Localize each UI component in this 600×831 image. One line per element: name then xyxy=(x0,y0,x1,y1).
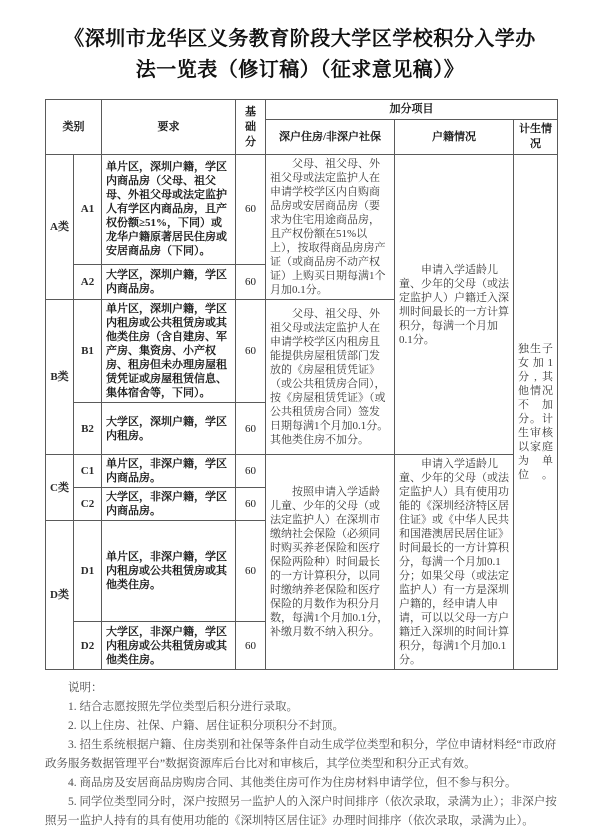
note-item-1: 1. 结合志愿按照先学位类型后积分进行录取。 xyxy=(68,701,298,713)
notes-section xyxy=(45,679,560,831)
col-header-requirement: 要求 xyxy=(102,100,236,155)
requirement-cell-a2: 大学区，深圳户籍，学区内商品房。 xyxy=(102,264,236,299)
category-cell-c: C类 xyxy=(46,455,74,521)
page-title xyxy=(28,24,572,86)
col-header-bonus: 加分项目 xyxy=(266,100,558,120)
category-cell-b: B类 xyxy=(46,300,74,455)
base-score-d1: 60 xyxy=(236,521,266,622)
bonus-hukou-ab: 申请入学适龄儿童、少年的父母（或法定监护人）户籍迁入深圳时间最长的一方计算积分，每满一个月加0.1分。 xyxy=(395,155,514,455)
row-code-d2: D2 xyxy=(74,622,102,670)
requirement-cell-d1: 单片区，非深户籍，学区内租房或公共租赁房或其他类住房。 xyxy=(102,521,236,622)
page-title-line1: 《深圳市龙华区义务教育阶段大学区学校积分入学办 xyxy=(64,28,536,50)
col-header-bonus-family-planning: 计生情况 xyxy=(514,120,558,155)
category-cell-d: D类 xyxy=(46,521,74,670)
bonus-housing-a: 父母、祖父母、外祖父母或法定监护人在申请学校学区内自购商品房或安居商品房（要求为住宅用途商品房，且产权份额在51%以上），按取得商品房房产证（或商品房不动产权证）上购买日期每满1个月加0.1分。 xyxy=(266,155,395,300)
base-score-a1: 60 xyxy=(236,155,266,265)
table-row-a1 xyxy=(46,155,558,265)
base-score-a2: 60 xyxy=(236,264,266,299)
base-score-b1: 60 xyxy=(236,300,266,403)
page-title-line2: 法一览表（修订稿）（征求意见稿）》 xyxy=(135,59,465,81)
col-header-base-score: 基础分 xyxy=(236,100,266,155)
note-item-4: 4. 商品房及安居商品房购房合同、其他类住房可作为住房材料申请学位，但不参与积分。 xyxy=(68,777,517,789)
category-cell-a: A类 xyxy=(46,155,74,300)
base-score-d2: 60 xyxy=(236,622,266,670)
note-item-3: 3. 招生系统根据户籍、住房类别和社保等条件自动生成学位类型和积分，学位申请材料经“市政府政务服务数据管理平台”数据资源库后台比对和审核后，其学位类型和积分正式有效。 xyxy=(45,739,557,770)
row-code-a1: A1 xyxy=(74,155,102,265)
row-code-c2: C2 xyxy=(74,488,102,521)
row-code-b2: B2 xyxy=(74,403,102,455)
bonus-housing-b: 父母、祖父母、外祖父母或法定监护人在申请学校学区内租房且能提供房屋租赁部门发放的《房屋租赁凭证》（或公共租赁房合同），按《房屋租赁凭证》（或公共租赁房合同）签发日期每满1个月加0.1分。其他类住房不加分。 xyxy=(266,300,395,455)
base-score-c1: 60 xyxy=(236,455,266,488)
row-code-b1: B1 xyxy=(74,300,102,403)
row-code-c1: C1 xyxy=(74,455,102,488)
requirement-cell-b1: 单片区，深圳户籍，学区内租房或公共租赁房或其他类住房（含自建房、军产房、集资房、小产权房、租房但未办理房屋租赁凭证或房屋租赁信息、集体宿舍等，下同）。 xyxy=(102,300,236,403)
base-score-c2: 60 xyxy=(236,488,266,521)
requirement-cell-b2: 大学区，深圳户籍，学区内租房。 xyxy=(102,403,236,455)
bonus-hukou-cd: 申请入学适龄儿童、少年的父母（或法定监护人）具有使用功能的《深圳经济特区居住证》或《中华人民共和国港澳居民居住证》时间最长的一方计算积分，每满一个月加0.1分；如果父母（或法定监护人）有一方是深圳户籍的，经申请人申请，可以以父母一方户籍迁入深圳的时间计算积分，每满1个月加0.1分。 xyxy=(395,455,514,670)
row-code-d1: D1 xyxy=(74,521,102,622)
table-row-c1 xyxy=(46,455,558,488)
col-header-bonus-housing: 深户住房/非深户社保 xyxy=(266,120,395,155)
points-table xyxy=(45,99,558,670)
requirement-cell-c2: 大学区，非深户籍，学区内商品房。 xyxy=(102,488,236,521)
requirement-cell-a1: 单片区，深圳户籍，学区内商品房（父母、祖父母、外祖父母或法定监护人有学区内商品房，且产权份额≥51%，下同）或龙华户籍原著居民住房或安居商品房（下同）。 xyxy=(102,155,236,265)
col-header-category: 类别 xyxy=(46,100,102,155)
col-header-bonus-hukou: 户籍情况 xyxy=(395,120,514,155)
note-item-2: 2. 以上住房、社保、户籍、居住证积分项积分不封顶。 xyxy=(68,720,344,732)
note-item-5: 5. 同学位类型同分时，深户按照另一监护人的入深户时间排序（依次录取，录满为止）；非深户按照另一监护人持有的具有使用功能的《深圳特区居住证》办理时间排序（依次录取，录满为止）。 xyxy=(45,796,557,827)
requirement-cell-d2: 大学区，非深户籍，学区内租房或公共租赁房或其他类住房。 xyxy=(102,622,236,670)
bonus-housing-cd: 按照申请入学适龄儿童、少年的父母（或法定监护人）在深圳市缴纳社会保险（必须同时购买养老保险和医疗保险两险种）时间最长的一方计算积分，以同时缴纳养老保险和医疗保险的月数作为积分月数，每满1个月加0.1分，补缴月数不纳入积分。 xyxy=(266,455,395,670)
bonus-family-planning: 独生子女加1分,其他情况不加分。计生审核以家庭为单位。 xyxy=(514,155,558,670)
document-page xyxy=(0,24,600,827)
notes-heading: 说明： xyxy=(68,682,103,694)
base-score-b2: 60 xyxy=(236,403,266,455)
requirement-cell-c1: 单片区，非深户籍，学区内商品房。 xyxy=(102,455,236,488)
row-code-a2: A2 xyxy=(74,264,102,299)
